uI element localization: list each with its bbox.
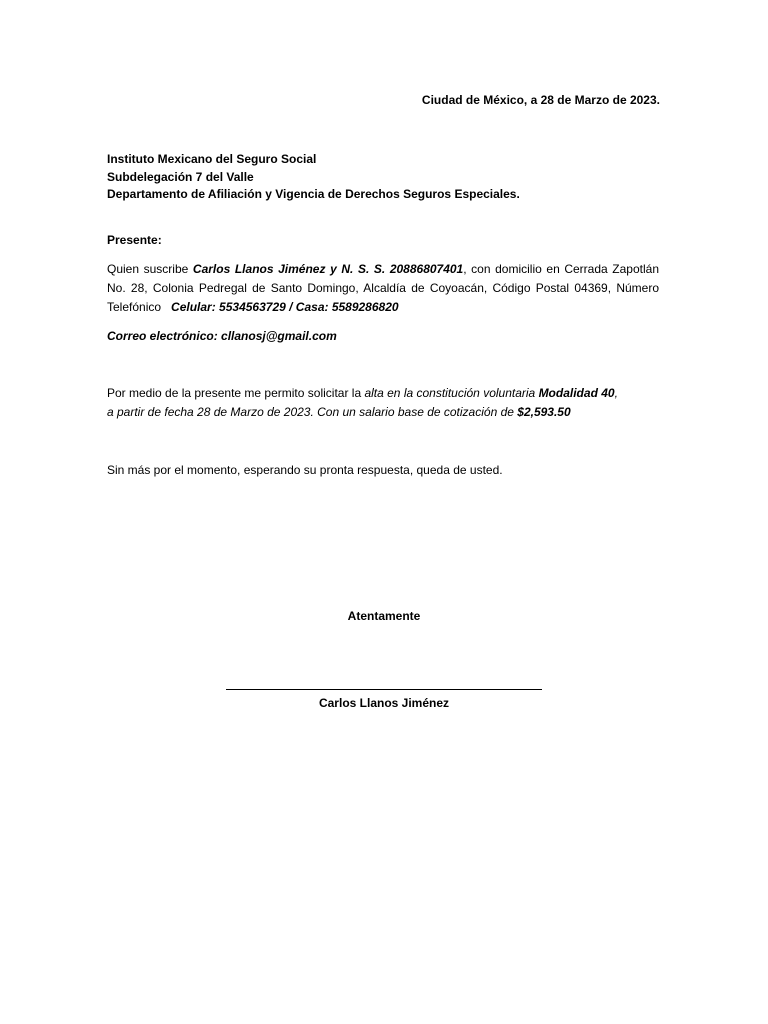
- intro-phone-label: Telefónico: [107, 300, 172, 314]
- request-date-text: a partir de fecha 28 de Marzo de 2023. Con un salario base de cotización de: [107, 405, 518, 419]
- recipient-institution: Instituto Mexicano del Seguro Social: [107, 152, 317, 166]
- request-prefix: Por medio de la presente me permito solicitar la: [107, 386, 365, 400]
- request-salary: $2,593.50: [517, 405, 571, 419]
- intro-name-nss: Carlos Llanos Jiménez y N. S. S. 20886807401: [192, 262, 464, 276]
- request-italic: alta en la constitución voluntaria: [364, 386, 539, 400]
- salutation: Presente:: [107, 233, 162, 247]
- email-line: Correo electrónico: cllanosj@gmail.com: [107, 329, 337, 343]
- request-line-2: [107, 403, 571, 422]
- intro-paragraph: [107, 260, 659, 317]
- intro-line-3: [107, 298, 659, 317]
- request-comma: ,: [614, 386, 618, 400]
- intro-prefix: Quien suscribe: [107, 262, 193, 276]
- closing-line: Sin más por el momento, esperando su pronta respuesta, queda de usted.: [107, 463, 503, 477]
- intro-phones: Celular: 5534563729 / Casa: 5589286820: [171, 300, 399, 314]
- date-line: Ciudad de México, a 28 de Marzo de 2023.: [421, 93, 660, 107]
- request-line-1: [107, 384, 618, 403]
- request-modalidad: Modalidad 40: [538, 386, 615, 400]
- recipient-department: Departamento de Afiliación y Vigencia de Derechos Seguros Especiales.: [107, 187, 520, 201]
- signer-name: Carlos Llanos Jiménez: [318, 696, 450, 710]
- intro-line-1: [107, 260, 659, 279]
- intro-line-2: No. 28, Colonia Pedregal de Santo Domingo, Alcaldía de Coyoacán, Código Postal 04369, Número: [107, 281, 659, 295]
- intro-address-start: , con domicilio en Cerrada Zapotlán: [463, 262, 659, 276]
- sign-off: Atentamente: [347, 609, 421, 623]
- recipient-subdelegation: Subdelegación 7 del Valle: [107, 170, 254, 184]
- signature-line: [226, 689, 542, 690]
